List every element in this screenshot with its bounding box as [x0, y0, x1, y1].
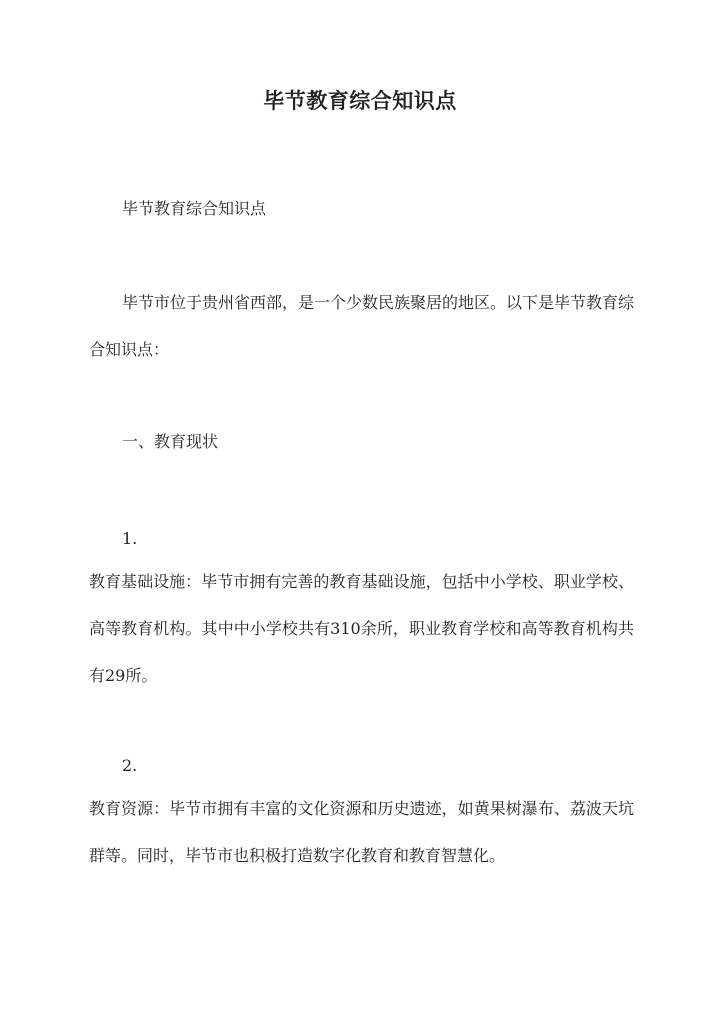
intro-paragraph: 毕节市位于贵州省西部，是一个少数民族聚居的地区。以下是毕节教育综合知识点：: [89, 293, 635, 359]
document-title: 毕节教育综合知识点: [263, 88, 457, 113]
subtitle-paragraph: 毕节教育综合知识点: [122, 199, 267, 218]
item-paragraph: 教育资源：毕节市拥有丰富的文化资源和历史遗迹，如黄果树瀑布、荔波天坑群等。同时，毕节市也积极打造数字化教育和教育智慧化。: [89, 799, 634, 865]
item-number: 1.: [122, 529, 138, 548]
item-paragraph: 教育基础设施：毕节市拥有完善的教育基础设施，包括中小学校、职业学校、高等教育机构。其中中小学校共有310余所，职业教育学校和高等教育机构共有29所。: [89, 572, 634, 685]
item-number: 2.: [122, 756, 138, 775]
section-heading: 一、教育现状: [122, 432, 219, 451]
